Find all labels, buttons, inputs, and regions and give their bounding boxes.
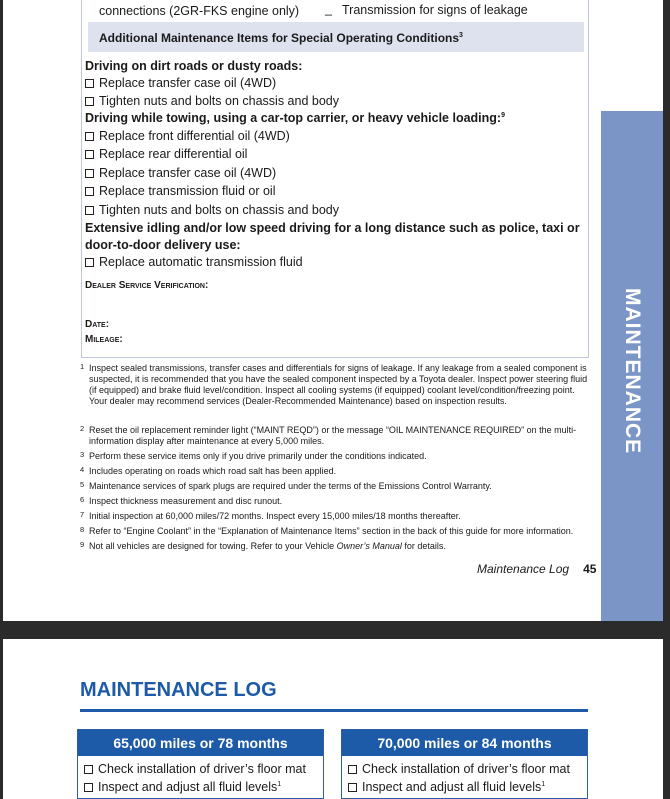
section-idling-title-line1: Extensive idling and/or low speed driving for a long distance such as police, taxi or — [85, 221, 580, 235]
checklist-item[interactable]: Inspect and adjust all fluid levels$^1$ — [348, 780, 545, 794]
page-footer: Maintenance Log 45 — [477, 562, 597, 576]
date-label: Date: — [85, 319, 110, 330]
checklist-item[interactable]: Replace front differential oil (4WD) — [85, 129, 290, 143]
interval-column-70000 — [341, 729, 588, 799]
dealer-verification-label: Dealer Service Verification: — [85, 280, 209, 291]
interval-column-65000 — [77, 729, 324, 799]
side-tab-label: MAINTENANCE — [621, 288, 644, 455]
checkbox-icon[interactable] — [85, 187, 94, 196]
interval-header: 70,000 miles or 84 months — [342, 730, 587, 756]
checkbox-icon[interactable] — [85, 79, 94, 88]
title-rule — [80, 709, 588, 712]
checkbox-icon[interactable] — [348, 765, 357, 774]
special-conditions-title: Additional Maintenance Items for Special Operating Conditions$^3$ — [99, 31, 463, 45]
frame-top-right-text: Transmission for signs of leakage — [342, 3, 528, 17]
checklist-item[interactable]: Replace transmission fluid or oil — [85, 184, 275, 198]
checklist-item[interactable]: Replace transfer case oil (4WD) — [85, 76, 276, 90]
checkbox-icon[interactable] — [85, 206, 94, 215]
checklist-item[interactable]: Inspect and adjust all fluid levels$^1$ — [84, 780, 281, 794]
checklist-item[interactable]: Check installation of driver’s floor mat — [84, 762, 306, 776]
frame-top-left-text: connections (2GR-FKS engine only) — [99, 4, 300, 18]
interval-header: 65,000 miles or 78 months — [78, 730, 323, 756]
checklist-item[interactable]: Check installation of driver’s floor mat — [348, 762, 570, 776]
checkbox-icon[interactable] — [85, 169, 94, 178]
checkbox-icon[interactable] — [348, 783, 357, 792]
manual-page-46 — [3, 639, 663, 799]
checkbox-icon[interactable] — [85, 258, 94, 267]
checklist-item[interactable]: Tighten nuts and bolts on chassis and body — [85, 94, 339, 108]
section-idling-title-line2: door-to-door delivery use: — [85, 238, 241, 252]
checkbox-icon[interactable] — [85, 132, 94, 141]
checkbox-icon[interactable] — [84, 765, 93, 774]
mileage-label: Mileage: — [85, 334, 123, 345]
section-dirt-roads-title: Driving on dirt roads or dusty roads: — [85, 59, 303, 73]
checklist-item[interactable]: Replace automatic transmission fluid — [85, 255, 303, 269]
checkbox-icon[interactable] — [85, 97, 94, 106]
frame-top-dash: _ — [325, 2, 332, 16]
checklist-item[interactable]: Replace transfer case oil (4WD) — [85, 166, 276, 180]
section-towing-title: Driving while towing, using a car-top carrier, or heavy vehicle loading:$^9$ — [85, 111, 505, 125]
checkbox-icon[interactable] — [85, 150, 94, 159]
page-number: 45 — [583, 562, 597, 576]
manual-page-45: connections (2GR-FKS engine only) _ Transmission for signs of leakage Additional Maintenance Items for Special Operating Conditions$^3$ Driving on dirt roads or dusty roads: Replace transfer case oil (4WD) Tighten nuts and bolts on chassis and body Driving while towing, using a car-top carrier, or heavy vehicle loading:$^9$ Replace front differential oil (4WD) Replace rear differential oil Replace transfer case oil (4WD) Replace transmission fluid or oil Tighten nuts and bolts on chassis and body Extensive idling and/or low speed driving for a long distance such as police, taxi or door-to-door delivery use: Replace automatic transmission fluid Dealer Service Verification: Date: Mileage: 1 Inspect sealed transmissions, transfer cases and differentials for signs of leakage. If any leakage from a sealed component is suspected, it is recommended that you have the sealed component inspected by a Toyota dealer. Inspect power steering fluid (if equipped) and brake fluid level/condition. Inspect all cooling systems (if equipped) coolant level/condition/freezing point. Your dealer may recommend services (Dealer-Recommended Maintenance) based on inspection results. 2 Reset the oil replacement reminder light (“MAINT REQD”) or the message “OIL MAINTENANCE REQUIRED” on the multi-information display after maintenance at every 5,000 miles. 3 Perform these service items only if you drive primarily under the conditions indicated. 4 Includes operating on roads which road salt has been applied. 5 Maintenance services of spark plugs are required under the terms of the Emissions Control Warranty. 6 Inspect thickness measurement and disc runout. 7 Initial inspection at 60,000 miles/72 months. Inspect every 15,000 miles/18 months thereafter. 8 Refer to “Engine Coolant” in the “Explanation of Maintenance Items” section in the back of this guide for more information. 9 Not all vehicles are designed for towing. Refer to your Vehicle Owner’s Manual for details. Maintenance Log 45 MAINTENANCE — [3, 0, 663, 621]
checkbox-icon[interactable] — [84, 783, 93, 792]
maintenance-log-title: MAINTENANCE LOG — [80, 679, 277, 701]
checklist-item[interactable]: Replace rear differential oil — [85, 147, 247, 161]
checklist-item[interactable]: Tighten nuts and bolts on chassis and body — [85, 203, 339, 217]
